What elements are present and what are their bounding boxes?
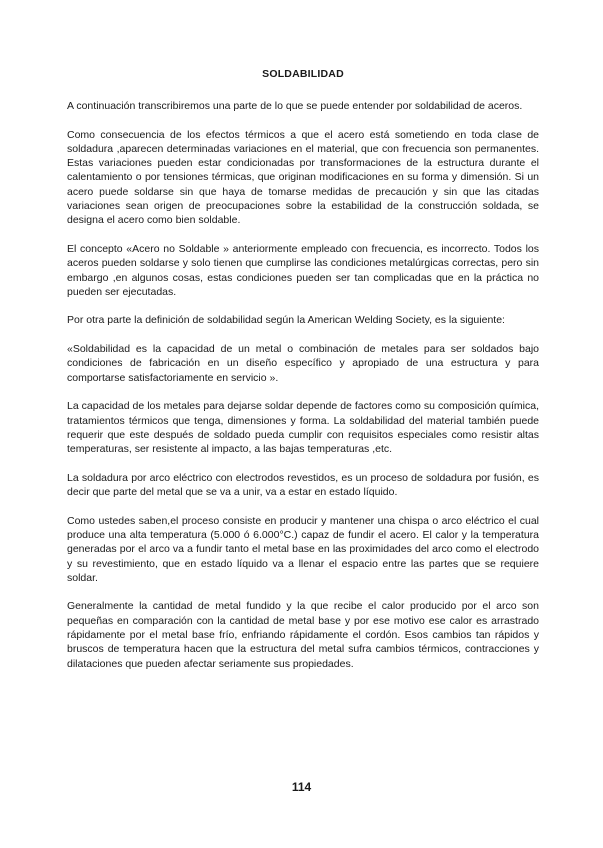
paragraph-intro: A continuación transcribiremos una parte de lo que se puede entender por soldabilidad de aceros. xyxy=(67,100,523,112)
paragraph-aws-definition: «Soldabilidad es la capacidad de un metal o combinación de metales para ser soldados bajo condiciones de fabricación en un diseño específico y apropiado de una estructura y para comportarse satisfactoriamente en servicio ». xyxy=(67,343,539,384)
page-title: SOLDABILIDAD xyxy=(262,68,344,80)
paragraph-aws-intro: Por otra parte la definición de soldabilidad según la American Welding Society, es la siguiente: xyxy=(67,314,505,327)
paragraph-arc-process: Como ustedes saben,el proceso consiste en producir y mantener una chispa o arco eléctrico el cual produce una alta temperatura (5.000 ó 6.000°C.) capaz de fundir el acero. El calor y la temperatura generadas por el arco va a fundir tanto el metal base en las proximidades del arco como el electrodo y su revestimiento, que en estado líquido va a llenar el espacio entre las partes que se requiere soldar. xyxy=(67,514,539,584)
paragraph-non-weldable-concept: El concepto «Acero no Soldable » anteriormente empleado con frecuencia, es incorrecto. Todos los aceros pueden soldarse y solo tienen que cumplirse las condiciones metalúrgicas correctas, pero sin embargo ,en algunos cosas, estas condiciones pueden ser tan complicadas que en la práctica no pueden ser ejecutadas. xyxy=(67,242,539,298)
paragraph-cooling: Generalmente la cantidad de metal fundido y la que recibe el calor producido por el arco son pequeñas en comparación con la cantidad de metal base y por ese motivo ese calor es arrastrado rápidamente por el metal base frío, enfriando rápidamente el cordón. Esos cambios tan rápidos y bruscos de temperatura hacen que la estructura del metal sufra cambios térmicos, contracciones y dilataciones que pueden afectar seriamente sus propiedades. xyxy=(67,600,539,670)
paragraph-metal-capacity: La capacidad de los metales para dejarse soldar depende de factores como su composición química, tratamientos térmicos que tenga, dimensiones y forma. La soldabilidad del material también puede requerir que este después de soldado pueda cumplir con requisitos especiales como resistir altas temperaturas, ser resistente al impacto, a las bajas temperaturas ,etc. xyxy=(67,400,539,456)
document-page xyxy=(67,68,539,685)
page-number: 114 xyxy=(291,780,312,794)
paragraph-thermal-effects: Como consecuencia de los efectos térmicos a que el acero está sometiendo en toda clase de soldadura ,aparecen determinadas variaciones en el material, que con frecuencia son permanentes. Estas variaciones pueden estar condicionadas por transformaciones de la estructura durante el calentamiento o por tensiones térmicas, que originan modificaciones en su forma y dimensión. Si un acero puede soldarse sin que haya de tomarse medidas de precaución y sin que las citadas variaciones sean origen de preocupaciones sobre la estabilidad de la construcción soldada, se designa el acero como bien soldable. xyxy=(67,128,539,227)
paragraph-arc-welding: La soldadura por arco eléctrico con electrodos revestidos, es un proceso de soldadura por fusión, es decir que parte del metal que se va a unir, va a estar en estado líquido. xyxy=(67,471,539,499)
